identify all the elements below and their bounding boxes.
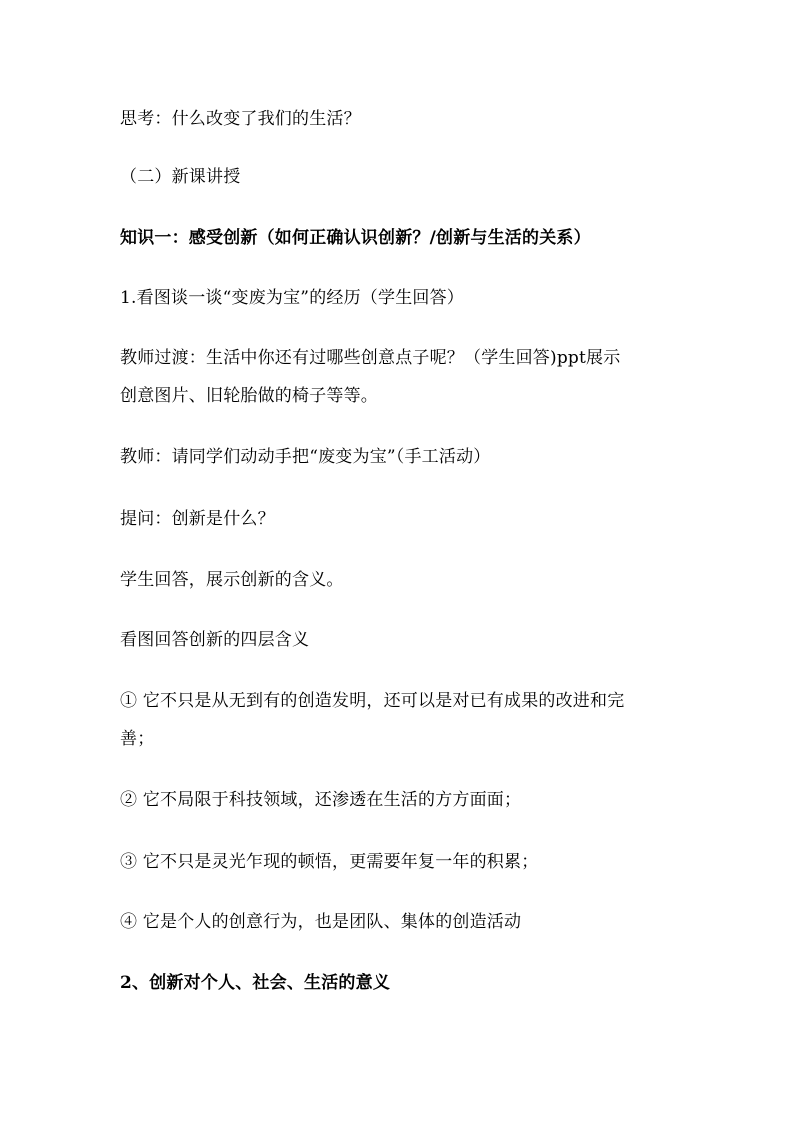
list-item-1-line1: ① 它不只是从无到有的创造发明，还可以是对已有成果的改进和完 <box>120 691 625 711</box>
paragraph-student-answer: 学生回答，展示创新的含义。 <box>120 570 344 590</box>
knowledge-heading-1: 知识一：感受创新（如何正确认识创新？/创新与生活的关系） <box>120 228 591 248</box>
paragraph-teacher-transition-line1: 教师过渡：生活中你还有过哪些创意点子呢？（学生回答)ppt展示 <box>120 348 621 368</box>
paragraph-four-meanings: 看图回答创新的四层含义 <box>120 630 310 650</box>
section-heading-new-lesson: （二）新课讲授 <box>120 167 241 187</box>
paragraph-question: 提问：创新是什么？ <box>120 509 275 529</box>
list-item-4: ④ 它是个人的创意行为，也是团队、集体的创造活动 <box>120 912 522 932</box>
paragraph-think-question: 思考：什么改变了我们的生活？ <box>120 109 361 129</box>
heading-2-innovation-meaning: 2、创新对个人、社会、生活的意义 <box>120 973 391 993</box>
list-item-2: ② 它不局限于科技领域，还渗透在生活的方方面面； <box>120 790 522 810</box>
list-item-1-line2: 善； <box>120 729 155 749</box>
paragraph-item-1: 1.看图谈一谈“变废为宝”的经历（学生回答） <box>120 288 465 308</box>
list-item-3: ③ 它不只是灵光乍现的顿悟，更需要年复一年的积累； <box>120 852 539 872</box>
paragraph-teacher-activity: 教师：请同学们动动手把“废变为宝”（手工活动） <box>120 447 491 467</box>
paragraph-teacher-transition-line2: 创意图片、旧轮胎做的椅子等等。 <box>120 386 378 406</box>
